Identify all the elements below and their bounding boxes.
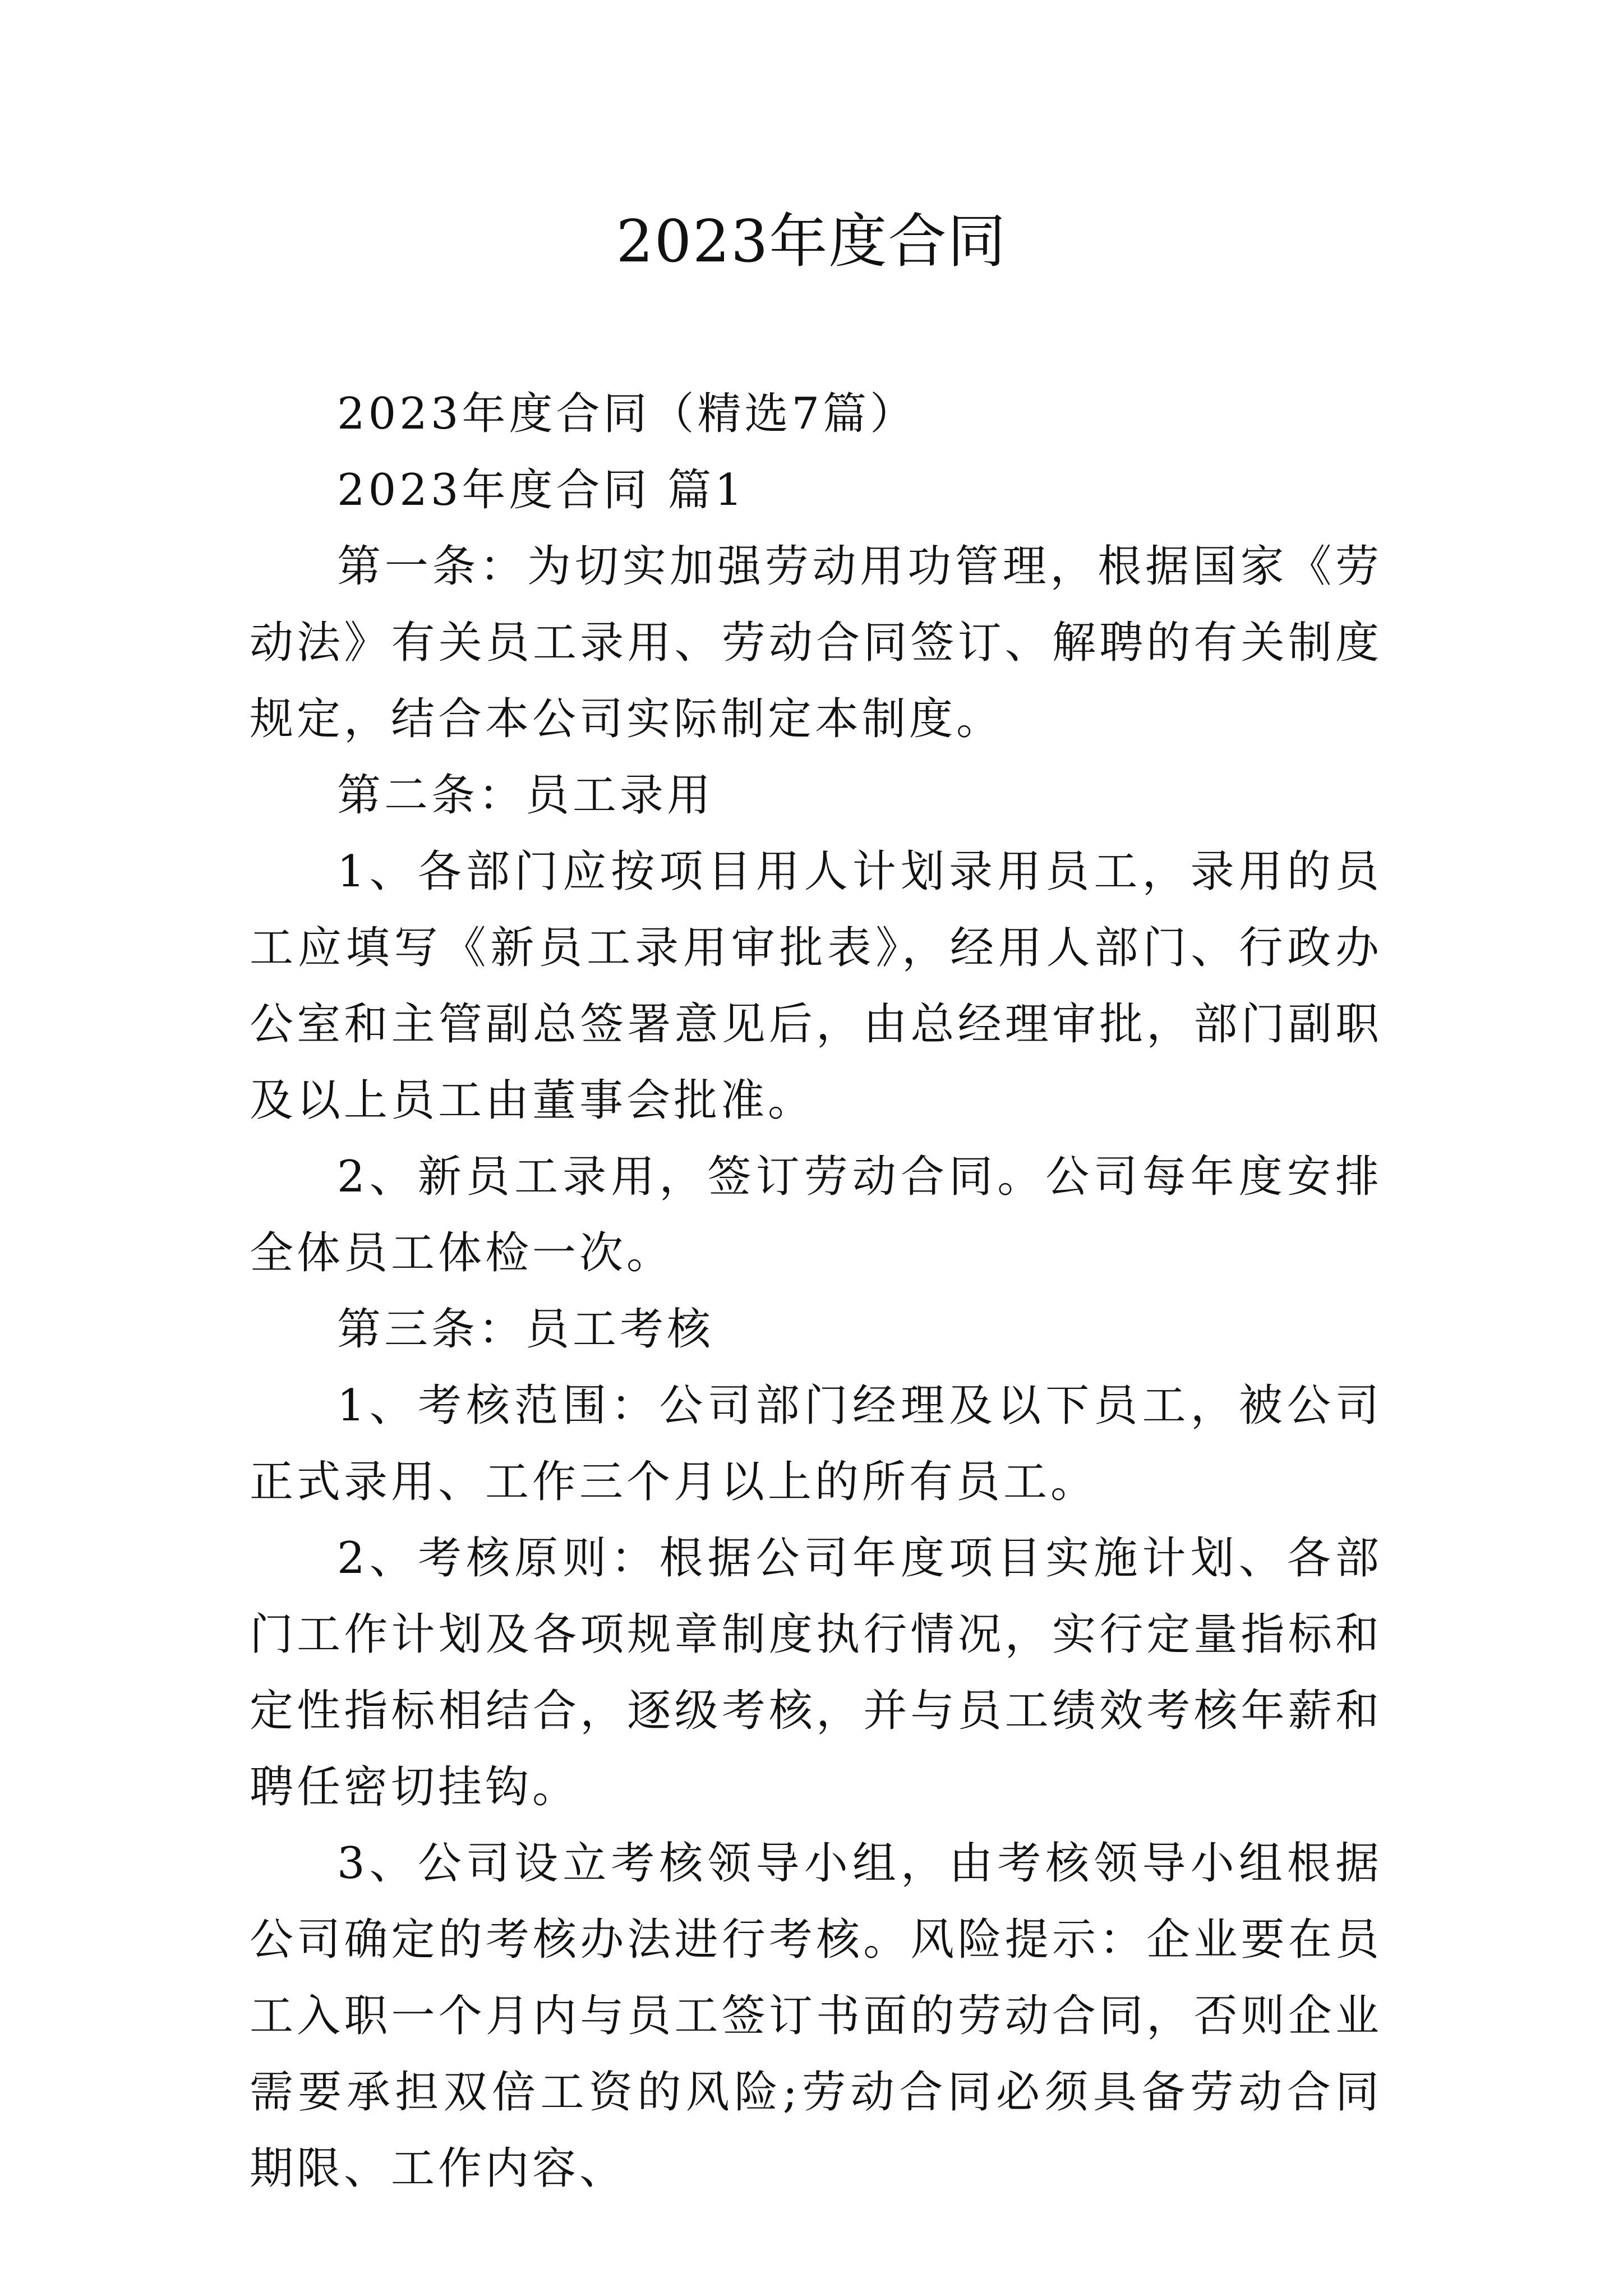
paragraph-article-1: 第一条：为切实加强劳动用功管理，根据国家《劳动法》有关员工录用、劳动合同签订、解聘的有关制度规定，结合本公司实际制定本制度。 (250, 541, 1382, 744)
paragraph-article-3-item-1: 1、考核范围：公司部门经理及以下员工，被公司正式录用、工作三个月以上的所有员工。 (250, 1381, 1382, 1507)
document-body (250, 376, 1382, 2207)
paragraph-article-2-heading: 第二条：员工录用 (337, 770, 714, 821)
paragraph-article-3-item-3: 3、公司设立考核领导小组，由考核领导小组根据公司确定的考核办法进行考核。风险提示：企业要在员工入职一个月内与员工签订书面的劳动合同，否则企业需要承担双倍工资的风险;劳动合同必须具备劳动合同期限、工作内容、 (250, 1838, 1382, 2194)
paragraph-article-2-item-1: 1、各部门应按项目用人计划录用员工，录用的员工应填写《新员工录用审批表》，经用人部门、行政办公室和主管副总签署意见后，由总经理审批，部门副职及以上员工由董事会批准。 (250, 846, 1382, 1126)
paragraph-article-3-item-2: 2、考核原则：根据公司年度项目实施计划、各部门工作计划及各项规章制度执行情况，实行定量指标和定性指标相结合，逐级考核，并与员工绩效考核年薪和聘任密切挂钩。 (250, 1533, 1382, 1812)
paragraph-subtitle: 2023年度合同（精选7篇） (337, 389, 917, 439)
document-title: 2023年度合同 (616, 207, 1007, 275)
paragraph-article-3-heading: 第三条：员工考核 (337, 1304, 714, 1355)
paragraph-section-heading: 2023年度合同 篇1 (337, 465, 746, 516)
paragraph-article-2-item-2: 2、新员工录用，签订劳动合同。公司每年度安排全体员工体检一次。 (250, 1152, 1382, 1278)
